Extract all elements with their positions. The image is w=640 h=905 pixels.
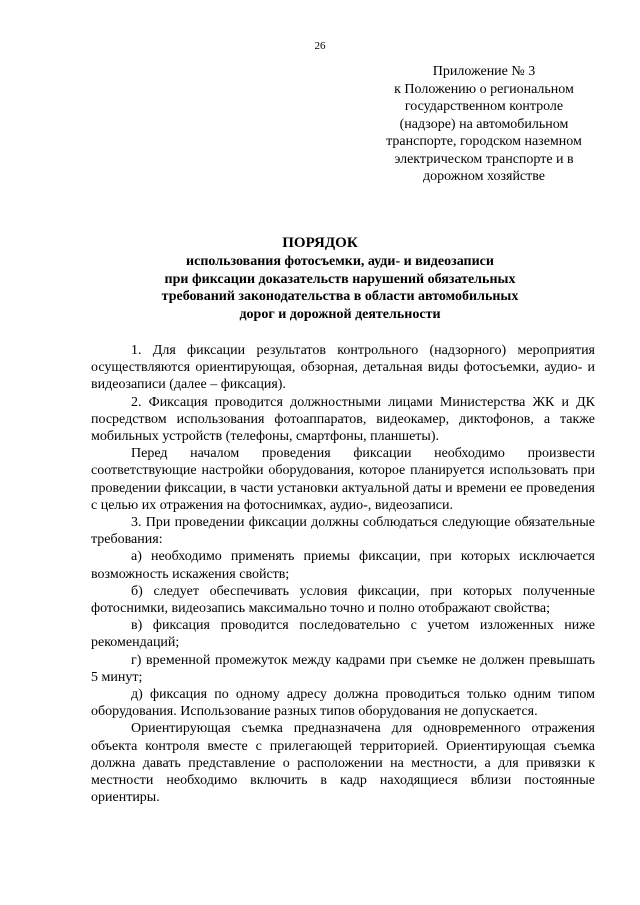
document-subtitle — [140, 253, 540, 323]
subtitle-line: дорог и дорожной деятельности — [239, 306, 441, 322]
subtitle-line: при фиксации доказательств нарушений обязательных — [164, 271, 516, 287]
paragraph-2: 2. Фиксация проводится должностными лицами Министерства ЖК и ДК посредством использования фотоаппаратов, видеокамер, диктофонов, а также мобильных устройств (телефоны, смартфоны, планшеты). — [91, 394, 595, 445]
paragraph-9: д) фиксация по одному адресу должна проводиться только одним типом оборудования. Использование разных типов оборудования не допускается. — [91, 687, 595, 720]
page-number: 26 — [314, 40, 326, 52]
subtitle-line: использования фотосъемки, ауди- и видеозаписи — [186, 254, 494, 269]
appendix-header — [370, 63, 598, 186]
subtitle-line: требований законодательства в области автомобильных — [161, 289, 519, 304]
paragraph-8: г) временной промежуток между кадрами при съемке не должен превышать 5 минут; — [91, 652, 595, 685]
paragraph-10: Ориентирующая съемка предназначена для одновременного отражения объекта контроля вместе с прилегающей территорией. Ориентирующая съемка должна давать представление о расположении на местности, а для привязки к местности необходимо включить в кадр находящиеся вблизи постоянные ориентиры. — [91, 721, 595, 806]
document-title: ПОРЯДОК — [282, 235, 358, 251]
appendix-line: электрическом транспорте и в — [394, 151, 574, 167]
paragraph-6: б) следует обеспечивать условия фиксации, при которых полученные фотоснимки, видеозапись максимально точно и полно отображают свойства; — [91, 583, 595, 617]
appendix-line: (надзоре) на автомобильном — [399, 116, 569, 132]
appendix-line: к Положению о региональном — [394, 81, 574, 97]
appendix-line: транспорте, городском наземном — [386, 134, 582, 149]
appendix-line: Приложение № 3 — [432, 64, 536, 79]
paragraph-4: 3. При проведении фиксации должны соблюдаться следующие обязательные требования: — [91, 515, 595, 548]
paragraph-3: Перед началом проведения фиксации необходимо произвести соответствующие настройки оборудования, которое планируется использовать при проведении фиксации, в части установки актуальной даты и времени ее проведения с целью их отражения на фотоснимках, аудио-, видеозаписи. — [91, 446, 595, 513]
document-body — [91, 342, 595, 806]
appendix-line: государственном контроле — [404, 99, 564, 114]
paragraph-1: 1. Для фиксации результатов контрольного (надзорного) мероприятия осуществляются ориентирующая, обзорная, детальная виды фотосъемки, аудио- и видеозаписи (далее – фиксация). — [91, 343, 595, 393]
appendix-line: дорожном хозяйстве — [422, 169, 546, 184]
paragraph-5: а) необходимо применять приемы фиксации, при которых исключается возможность искажения свойств; — [91, 549, 595, 582]
paragraph-7: в) фиксация проводится последовательно с учетом изложенных ниже рекомендаций; — [91, 618, 595, 651]
